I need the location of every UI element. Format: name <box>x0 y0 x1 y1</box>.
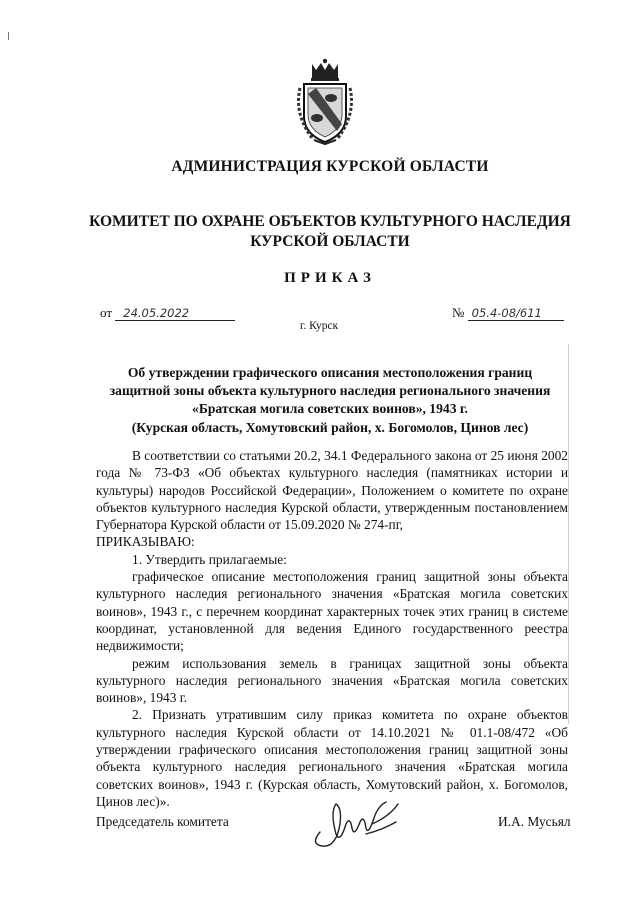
committee-heading <box>60 212 600 252</box>
city-label: г. Курск <box>300 320 339 332</box>
committee-heading-line1: КОМИТЕТ ПО ОХРАНЕ ОБЪЕКТОВ КУЛЬТУРНОГО НАСЛЕДИЯ <box>89 213 571 230</box>
coat-of-arms-emblem <box>292 58 358 146</box>
document-type: ПРИКАЗ <box>284 270 376 286</box>
order-word: ПРИКАЗЫВАЮ: <box>96 534 195 550</box>
order-date <box>100 305 235 321</box>
preamble-paragraph: В соответствии со статьями 20.2, 34.1 Федерального закона от 25 июня 2002 года № 73-ФЗ «Об объектах культурного наследия (памятниках истории и культуры) народов Российской Федерации», Положением о комитете по охране объектов культурного наследия Курской области, утвержденным постановлением Губернатора Курской области от 15.09.2020 № 274-пг, <box>96 448 568 533</box>
document-body <box>96 447 568 810</box>
item-1b: режим использования земель в границах защитной зоны объекта культурного наследия регионального значения «Братская могила советских воинов», 1943 г. <box>96 655 568 706</box>
document-title <box>96 364 564 437</box>
number-prefix: № <box>452 305 465 320</box>
title-line4: (Курская область, Хомутовский район, х. Богомолов, Цинов лес) <box>131 419 529 435</box>
title-line1: Об утверждении графического описания местоположения границ <box>127 365 533 380</box>
number-value: 05.4-08/611 <box>468 306 564 321</box>
date-value: 24.05.2022 <box>115 306 235 321</box>
item-1a: графическое описание местоположения границ защитной зоны объекта культурного наследия регионального значения «Братская могила советских воинов», 1943 г., с перечнем координат характерных точек этих границ в системе координат, установленной для ведения Единого государственного реестра недвижимости; <box>96 569 568 654</box>
signatory-name: И.А. Мусьял <box>498 814 571 829</box>
order-number <box>452 305 564 321</box>
item-1: 1. Утвердить прилагаемые: <box>132 551 287 567</box>
scan-mark <box>8 32 9 40</box>
item-2: 2. Признать утратившим силу приказ комитета по охране объектов культурного наследия Курской области от 14.10.2021 № 01.1-08/472 «Об утверждении графического описания местоположения границ защитной зоны объекта культурного наследия регионального значения «Братская могила советских воинов», 1943 г. (Курская область, Хомутовский район, х. Богомолов, Цинов лес)». <box>96 707 568 809</box>
administration-heading: АДМИНИСТРАЦИЯ КУРСКОЙ ОБЛАСТИ <box>171 158 489 175</box>
scan-mark <box>568 344 569 724</box>
date-prefix: от <box>100 305 113 320</box>
committee-heading-line2: КУРСКОЙ ОБЛАСТИ <box>250 233 410 250</box>
signatory-position: Председатель комитета <box>96 814 229 829</box>
title-line3: «Братская могила советских воинов», 1943 г. <box>192 401 468 417</box>
handwritten-signature <box>306 794 426 850</box>
title-line2: защитной зоны объекта культурного наследия регионального значения <box>109 383 551 399</box>
